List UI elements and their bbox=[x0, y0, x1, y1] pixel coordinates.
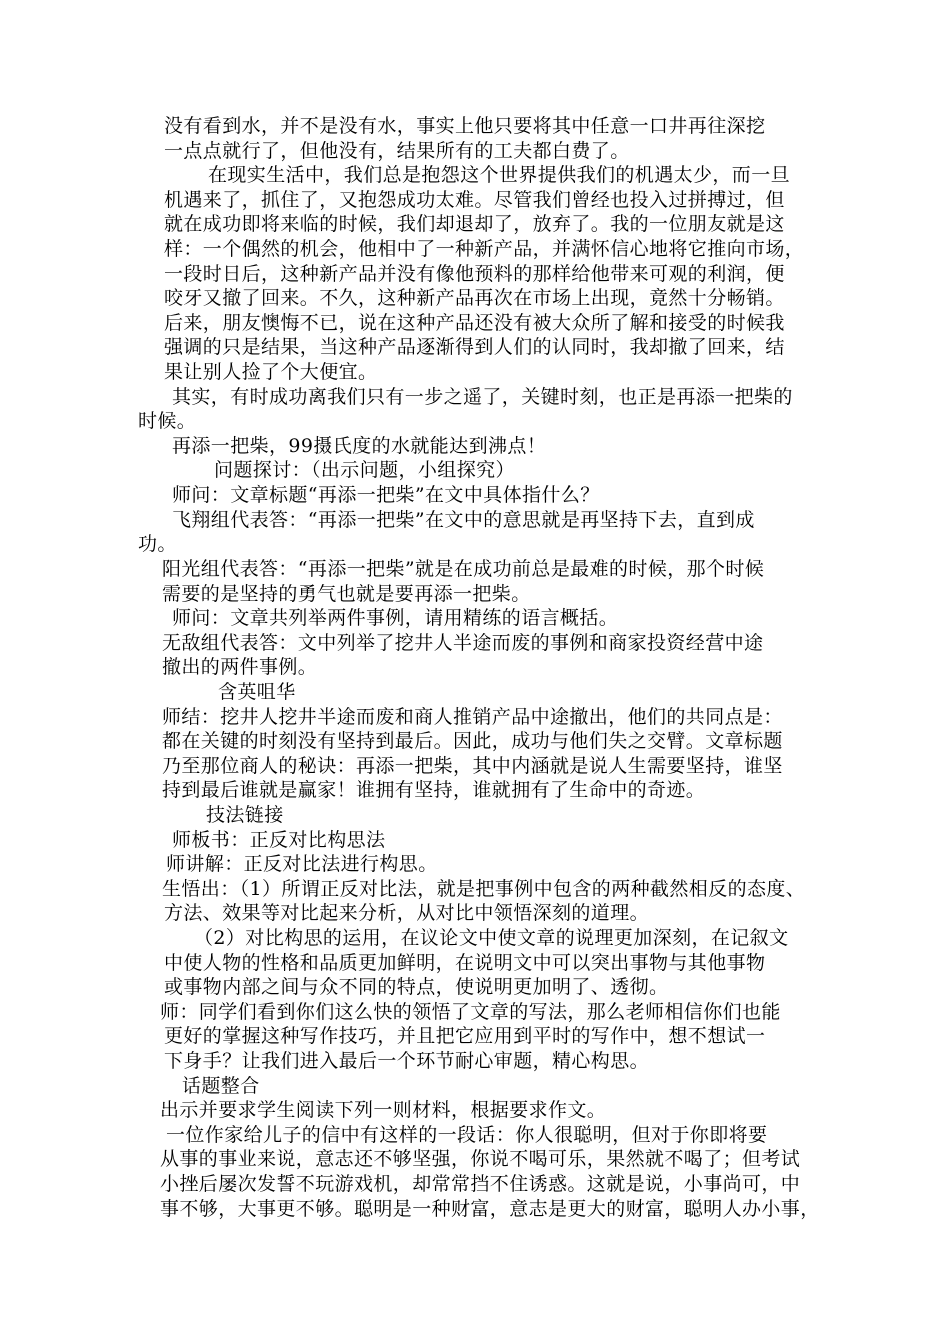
text-line: 一段时日后，这种新产品并没有像他预料的那样给他带来可观的利润，便 bbox=[164, 263, 785, 285]
text-line: 或事物内部之间与众不同的特点，使说明更加明了、透彻。 bbox=[164, 976, 669, 998]
text-line: 咬牙又撤了回来。不久，这种新产品再次在市场上出现，竟然十分畅销。 bbox=[164, 287, 785, 309]
text-line: 就在成功即将来临的时候，我们却退却了，放弃了。我的一位朋友就是这 bbox=[164, 213, 785, 235]
text-line: 方法、效果等对比起来分析，从对比中领悟深刻的道理。 bbox=[164, 902, 650, 924]
text-line: 从事的事业来说，意志还不够坚强，你说不喝可乐，果然就不喝了；但考试 bbox=[160, 1148, 801, 1170]
text-line: 果让别人捡了个大便宜。 bbox=[164, 361, 378, 383]
text-line: 师结：挖井人挖井半途而废和商人推销产品中途撤出，他们的共同点是： bbox=[162, 706, 783, 728]
section-heading: 技法链接 bbox=[206, 804, 284, 826]
text-line: 强调的只是结果，当这种产品逐渐得到人们的认同时，我却撤了回来，结 bbox=[164, 336, 785, 358]
section-heading: 话题整合 bbox=[182, 1075, 260, 1097]
section-heading: 含英咀华 bbox=[218, 681, 296, 703]
text-line: 再添一把柴，99摄氏度的水就能达到沸点！ bbox=[172, 435, 547, 457]
text-line: 阳光组代表答：“再添一把柴”就是在成功前总是最难的时候，那个时候 bbox=[162, 558, 765, 580]
section-heading: 问题探讨：（出示问题，小组探究） bbox=[214, 459, 515, 481]
text-line: 一点点就行了，但他没有，结果所有的工夫都白费了。 bbox=[164, 140, 630, 162]
text-line: 撤出的两件事例。 bbox=[162, 656, 318, 678]
text-line: 下身手？让我们进入最后一个环节耐心审题，精心构思。 bbox=[164, 1050, 650, 1072]
text-line: 师问：文章共列举两件事例，请用精练的语言概括。 bbox=[172, 607, 619, 629]
text-line: 师讲解：正反对比法进行构思。 bbox=[166, 853, 438, 875]
text-line: 需要的是坚持的勇气也就是要再添一把柴。 bbox=[162, 583, 531, 605]
text-line: 时候。 bbox=[138, 410, 197, 432]
text-line: 出示并要求学生阅读下列一则材料，根据要求作文。 bbox=[160, 1099, 607, 1121]
text-line: （2）对比构思的运用，在议论文中使文章的说理更加深刻，在记叙文 bbox=[194, 927, 789, 949]
text-line: 飞翔组代表答：“再添一把柴”在文中的意思就是再坚持下去，直到成 bbox=[172, 509, 755, 531]
text-line: 乃至那位商人的秘诀：再添一把柴，其中内涵就是说人生需要坚持，谁坚 bbox=[162, 755, 783, 777]
text-line: 机遇来了，抓住了，又抱怨成功太难。尽管我们曾经也投入过拼搏过，但 bbox=[164, 189, 785, 211]
text-line: 持到最后谁就是赢家！谁拥有坚持，谁就拥有了生命中的奇迹。 bbox=[162, 779, 706, 801]
text-line: 功。 bbox=[138, 533, 177, 555]
text-line: 一位作家给儿子的信中有这样的一段话：你人很聪明，但对于你即将要 bbox=[166, 1124, 768, 1146]
text-line: 更好的掌握这种写作技巧，并且把它应用到平时的写作中，想不想试一 bbox=[164, 1025, 766, 1047]
text-line: 小挫后屡次发誓不玩游戏机，却常常挡不住诱惑。这就是说，小事尚可，中 bbox=[160, 1173, 801, 1195]
text-line: 在现实生活中，我们总是抱怨这个世界提供我们的机遇太少，而一旦 bbox=[208, 164, 791, 186]
text-line: 都在关键的时刻没有坚持到最后。因此，成功与他们失之交臂。文章标题 bbox=[162, 730, 783, 752]
text-line: 无敌组代表答：文中列举了挖井人半途而废的事例和商家投资经营中途 bbox=[162, 632, 764, 654]
text-line: 没有看到水，并不是没有水，事实上他只要将其中任意一口井再往深挖 bbox=[164, 115, 766, 137]
text-line: 事不够，大事更不够。聪明是一种财富，意志是更大的财富，聪明人办小事， bbox=[160, 1198, 820, 1220]
text-line: 师问：文章标题“再添一把柴”在文中具体指什么？ bbox=[172, 484, 600, 506]
text-line: 生悟出：（1）所谓正反对比法，就是把事例中包含的两种截然相反的态度、 bbox=[162, 878, 806, 900]
text-line: 其实，有时成功离我们只有一步之遥了，关键时刻，也正是再添一把柴的 bbox=[172, 386, 793, 408]
text-line: 样：一个偶然的机会，他相中了一种新产品，并满怀信心地将它推向市场， bbox=[164, 238, 805, 260]
text-line: 师板书：正反对比构思法 bbox=[172, 829, 386, 851]
text-line: 后来，朋友懊悔不已，说在这种产品还没有被大众所了解和接受的时候我 bbox=[164, 312, 785, 334]
text-line: 中使人物的性格和品质更加鲜明，在说明文中可以突出事物与其他事物 bbox=[164, 952, 766, 974]
text-line: 师：同学们看到你们这么快的领悟了文章的写法，那么老师相信你们也能 bbox=[160, 1001, 781, 1023]
